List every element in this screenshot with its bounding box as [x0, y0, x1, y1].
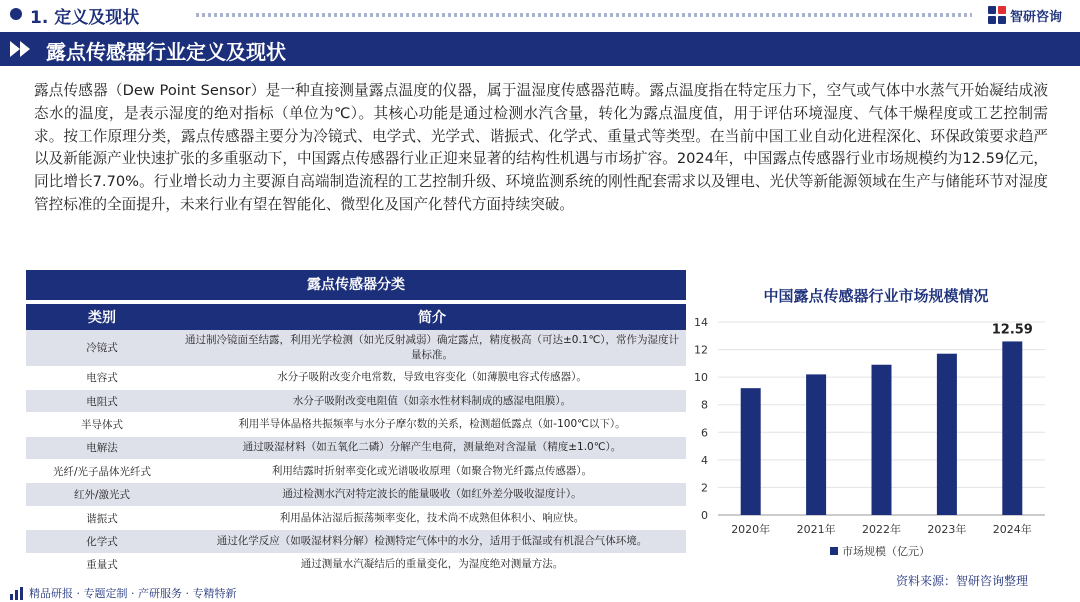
- data-label: 12.59: [991, 322, 1033, 338]
- description-cell: 水分子吸附改变介电常数，导致电容变化（如薄膜电容式传感器）。: [178, 366, 686, 389]
- legend-swatch: [830, 547, 838, 555]
- category-cell: 电阻式: [26, 389, 178, 412]
- category-cell: 化学式: [26, 530, 178, 553]
- section-title: 1. 定义及现状: [30, 8, 140, 28]
- table-row: [26, 366, 686, 389]
- category-cell: 电容式: [26, 366, 178, 389]
- brand: [988, 4, 1062, 26]
- description-cell: 通过制冷镜面至结露，利用光学检测（如光反射减弱）确定露点，精度极高（可达±0.1℃），常作为湿度计量标准。: [178, 330, 686, 366]
- legend-label: 市场规模（亿元）: [842, 545, 930, 558]
- category-cell: 谐振式: [26, 506, 178, 529]
- footer-services: 精品研报 · 专题定制 · 产研服务 · 专精特新: [29, 587, 237, 600]
- description-cell: 通过化学反应（如吸湿材料分解）检测特定气体中的水分，适用于低湿或有机混合气体环境。: [178, 530, 686, 553]
- y-tick-label: 8: [701, 398, 708, 412]
- bar: [937, 354, 957, 515]
- description-cell: 水分子吸附改变电阻值（如亲水性材料制成的感湿电阻膜）。: [178, 389, 686, 412]
- source-note: 资料来源：智研咨询整理: [896, 574, 1029, 588]
- x-tick-label: 2020年: [731, 523, 771, 536]
- y-tick-label: 14: [694, 316, 708, 329]
- bar: [741, 388, 761, 515]
- table-title: 露点传感器分类: [26, 270, 686, 300]
- category-cell: 红外/激光式: [26, 483, 178, 506]
- chevron-right-icon: [20, 41, 30, 57]
- section-bullet-icon: [10, 8, 22, 20]
- description-cell: 利用半导体晶格共振频率与水分子摩尔数的关系，检测超低露点（如-100℃以下）。: [178, 413, 686, 436]
- page-banner: [0, 32, 1080, 66]
- description-cell: 通过吸湿材料（如五氧化二磷）分解产生电荷，测量绝对含湿量（精度±1.0℃）。: [178, 436, 686, 459]
- footer: [10, 585, 236, 601]
- bar-chart-icon: [10, 587, 24, 600]
- description-cell: 利用晶体沾湿后振荡频率变化，技术尚不成熟但体积小、响应快。: [178, 506, 686, 529]
- y-tick-label: 0: [701, 509, 708, 522]
- bar: [1002, 341, 1022, 515]
- brand-name: 智研咨询: [1010, 9, 1063, 25]
- description-cell: 通过检测水汽对特定波长的能量吸收（如红外差分吸收湿度计）。: [178, 483, 686, 506]
- chevron-right-icon: [10, 41, 20, 57]
- y-tick-label: 4: [701, 453, 708, 467]
- header-divider: [196, 13, 972, 17]
- category-cell: 冷镜式: [26, 330, 178, 366]
- bar: [872, 365, 892, 515]
- intro-paragraph: 露点传感器（Dew Point Sensor）是一种直接测量露点温度的仪器，属于温湿度传感器范畴。露点温度指在特定压力下，空气或气体中水蒸气开始凝结成液态水的温度，是表示湿度的绝对指标（单位为℃）。其核心功能是通过检测水汽含量，转化为露点温度值，用于评估环境湿度、气体干燥程度或工艺控制需求。按工作原理分类，露点传感器主要分为冷镜式、电学式、光学式、谐振式、化学式、重量式等类型。在当前中国工业自动化进程深化、环保政策要求趋严以及新能源产业快速扩张的多重驱动下，中国露点传感器行业正迎来显著的结构性机遇与市场扩容。2024年，中国露点传感器行业市场规模约为12.59亿元，同比增长7.70%。行业增长动力主要源自高端制造流程的工艺控制升级、环境监测系统的刚性配套需求以及锂电、光伏等新能源领域在生产与储能环节对湿度管控标准的全面提升，未来行业有望在智能化、微型化及国产化替代方面持续突破。: [34, 82, 1048, 213]
- x-tick-label: 2024年: [992, 523, 1032, 536]
- table-row: [26, 413, 686, 436]
- brand-logo-icon: [988, 6, 1006, 24]
- column-header-description: 简介: [178, 304, 686, 330]
- y-tick-label: 12: [694, 343, 708, 357]
- page-title: 露点传感器行业定义及现状: [46, 40, 286, 64]
- column-header-category: 类别: [26, 304, 178, 330]
- table-row: [26, 483, 686, 506]
- section-header: [0, 0, 1080, 30]
- table-row: [26, 530, 686, 553]
- market-size-chart: [690, 305, 1060, 573]
- table-row: [26, 460, 686, 483]
- x-tick-label: 2021年: [796, 523, 836, 536]
- table-row: [26, 389, 686, 412]
- bar: [806, 374, 826, 515]
- category-cell: 光纤/光子晶体光纤式: [26, 460, 178, 483]
- chart-title: 中国露点传感器行业市场规模情况: [763, 287, 989, 305]
- table-row: [26, 506, 686, 529]
- x-tick-label: 2023年: [927, 523, 967, 536]
- y-tick-label: 10: [694, 371, 708, 385]
- category-cell: 重量式: [26, 553, 178, 576]
- x-tick-label: 2022年: [862, 523, 901, 536]
- table-row: [26, 436, 686, 459]
- table-row: [26, 330, 686, 366]
- description-cell: 利用结露时折射率变化或光谱吸收原理（如聚合物光纤露点传感器）。: [178, 460, 686, 483]
- y-tick-label: 6: [701, 426, 708, 440]
- category-cell: 电解法: [26, 436, 178, 459]
- classification-table: [26, 304, 686, 577]
- y-tick-label: 2: [701, 481, 708, 495]
- description-cell: 通过测量水汽凝结后的重量变化，为湿度绝对测量方法。: [178, 553, 686, 576]
- category-cell: 半导体式: [26, 413, 178, 436]
- table-row: [26, 553, 686, 576]
- table-header-row: [26, 304, 686, 330]
